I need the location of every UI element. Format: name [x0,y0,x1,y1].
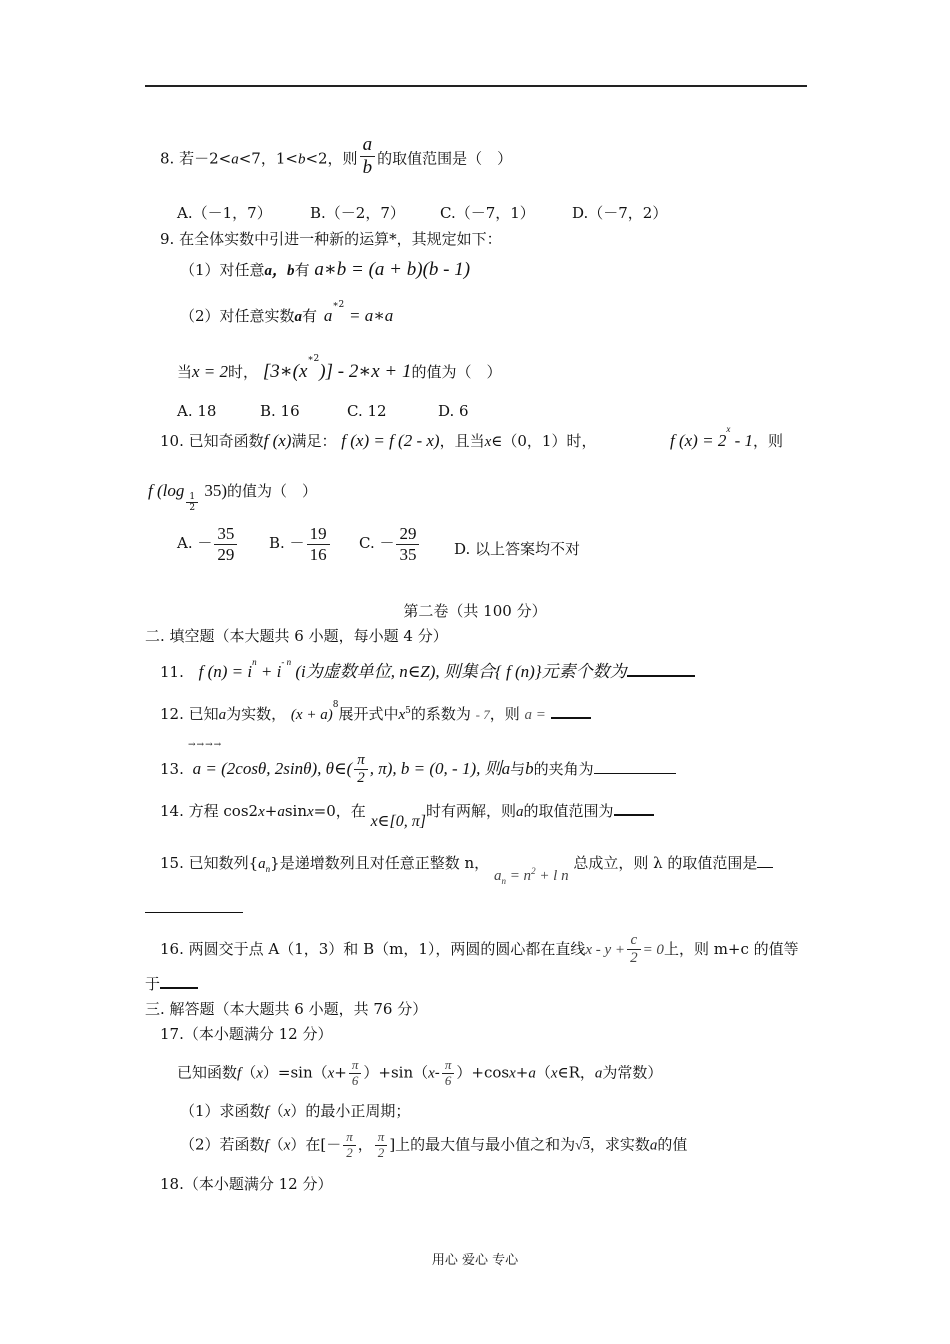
q10-option-c: C. － $\frac{29}{35}$ [359,524,421,564]
q9-option-c: C. 12 [347,402,387,420]
question-14: 14. 方程 cos2x+asinx=0，在 x∈[0, π]时有两解，则a的取值范围为 [160,800,654,821]
header-rule [145,85,807,87]
vector-arrows: →→→→ [188,740,223,750]
q9-option-a: A. 18 [177,402,217,420]
question-15: 15. 已知数列$\{a_n\}$是递增数列且对任意正整数 n， $a_n = n^2 + l$ n 总成立，则 λ 的取值范围是 [160,852,773,874]
q9-rule-2: （2）对任意实数a有 $a^{∗2}$ = a∗a [180,300,394,325]
fraction-a-over-b: $\frac{a}{b}$ [360,134,376,179]
q8-option-a: A.（－1，7） [177,204,272,222]
q10-target: f (log $\frac{1}{2}$ 35)的值为（ ） [148,481,318,513]
q8-option-c: C.（－7，1） [440,204,535,222]
question-9: 9. 在全体实数中引进一种新的运算*，其规定如下： [160,230,502,248]
question-8: 8. 若－2<a<7，1<b<2，则 $\frac{a}{b}$ 的取值范围是（ ） [160,134,513,178]
q9-option-b: B. 16 [260,402,300,420]
q15-answer-blank[interactable] [145,912,243,913]
q8-option-d: D.（－7，2） [572,204,668,222]
question-10: 10. 已知奇函数f (x)满足： f (x) = f (2 - x)，且当x∈（0，1）时， [160,431,597,450]
q9-when: 当x = 2时， $[3∗(x^{∗2})]$ - 2∗x + 1的值为（ ） [177,354,502,382]
question-17-part-1: （1）求函数f（x）的最小正周期； [180,1102,411,1120]
q8-option-b: B.（－2，7） [310,204,405,222]
question-16-cont: 于 [145,973,198,994]
q16-answer-blank[interactable] [160,987,198,989]
question-11: 11. f $(n) = i^n + i^{- n}$ (i为虚数单位, n∈Z), 则集合{ f (n)}元素个数为 [160,657,695,682]
page-footer: 用心 爱心 专心 [431,1253,519,1268]
q9-rule-1: （1）对任意a，b有 a∗b = (a + b)(b - 1) [180,259,471,280]
question-16: 16. 两圆交于点 A（1，3）和 B（m，1），两圆的圆心都在直线x - y + $\frac{c}{2}$ = 0上，则 m+c 的值等 [160,932,799,967]
question-18-title: 18.（本小题满分 12 分） [160,1175,333,1193]
q13-answer-blank[interactable] [594,773,676,774]
section-3-heading: 三. 解答题（本大题共 6 小题，共 76 分） [145,1000,428,1018]
q10-condition: f $(x) = 2^x - 1$，则 [670,424,783,450]
q10-option-d: D. 以上答案均不对 [454,540,581,558]
question-17-part-2: （2）若函数f（x）在[－ $\frac{\pi}{2}$ ， $\frac{\pi}{2}$ ]上的最大值与最小值之和为√3，求实数a的值 [180,1129,688,1160]
question-13: 13. a = (2cosθ, 2sinθ), θ∈( $\frac{\pi}{2}$ , π), b = (0, - 1), 则a与b的夹角为 [160,752,676,788]
q14-answer-blank[interactable] [614,814,654,816]
part-2-title: 第二卷（共 100 分） [403,602,547,620]
section-2-heading: 二. 填空题（本大题共 6 小题，每小题 4 分） [145,627,448,645]
q12-answer-blank[interactable] [551,717,591,719]
q11-answer-blank[interactable] [627,675,695,677]
question-17-given: 已知函数f（x）=sin（x+ $\frac{\pi}{6}$ ）+sin（x- $\frac{\pi}{6}$ ）+cosx+a（x∈R，a为常数） [177,1057,663,1088]
question-12: 12. 已知a为实数， $(x + a)^8$展开式中$x^5$的系数为 - 7，则 a = [160,703,591,724]
question-17-title: 17.（本小题满分 12 分） [160,1025,333,1043]
q10-option-a: A. － $\frac{35}{29}$ [177,524,239,564]
q9-option-d: D. 6 [438,402,469,420]
q10-option-b: B. － $\frac{19}{16}$ [269,524,332,564]
